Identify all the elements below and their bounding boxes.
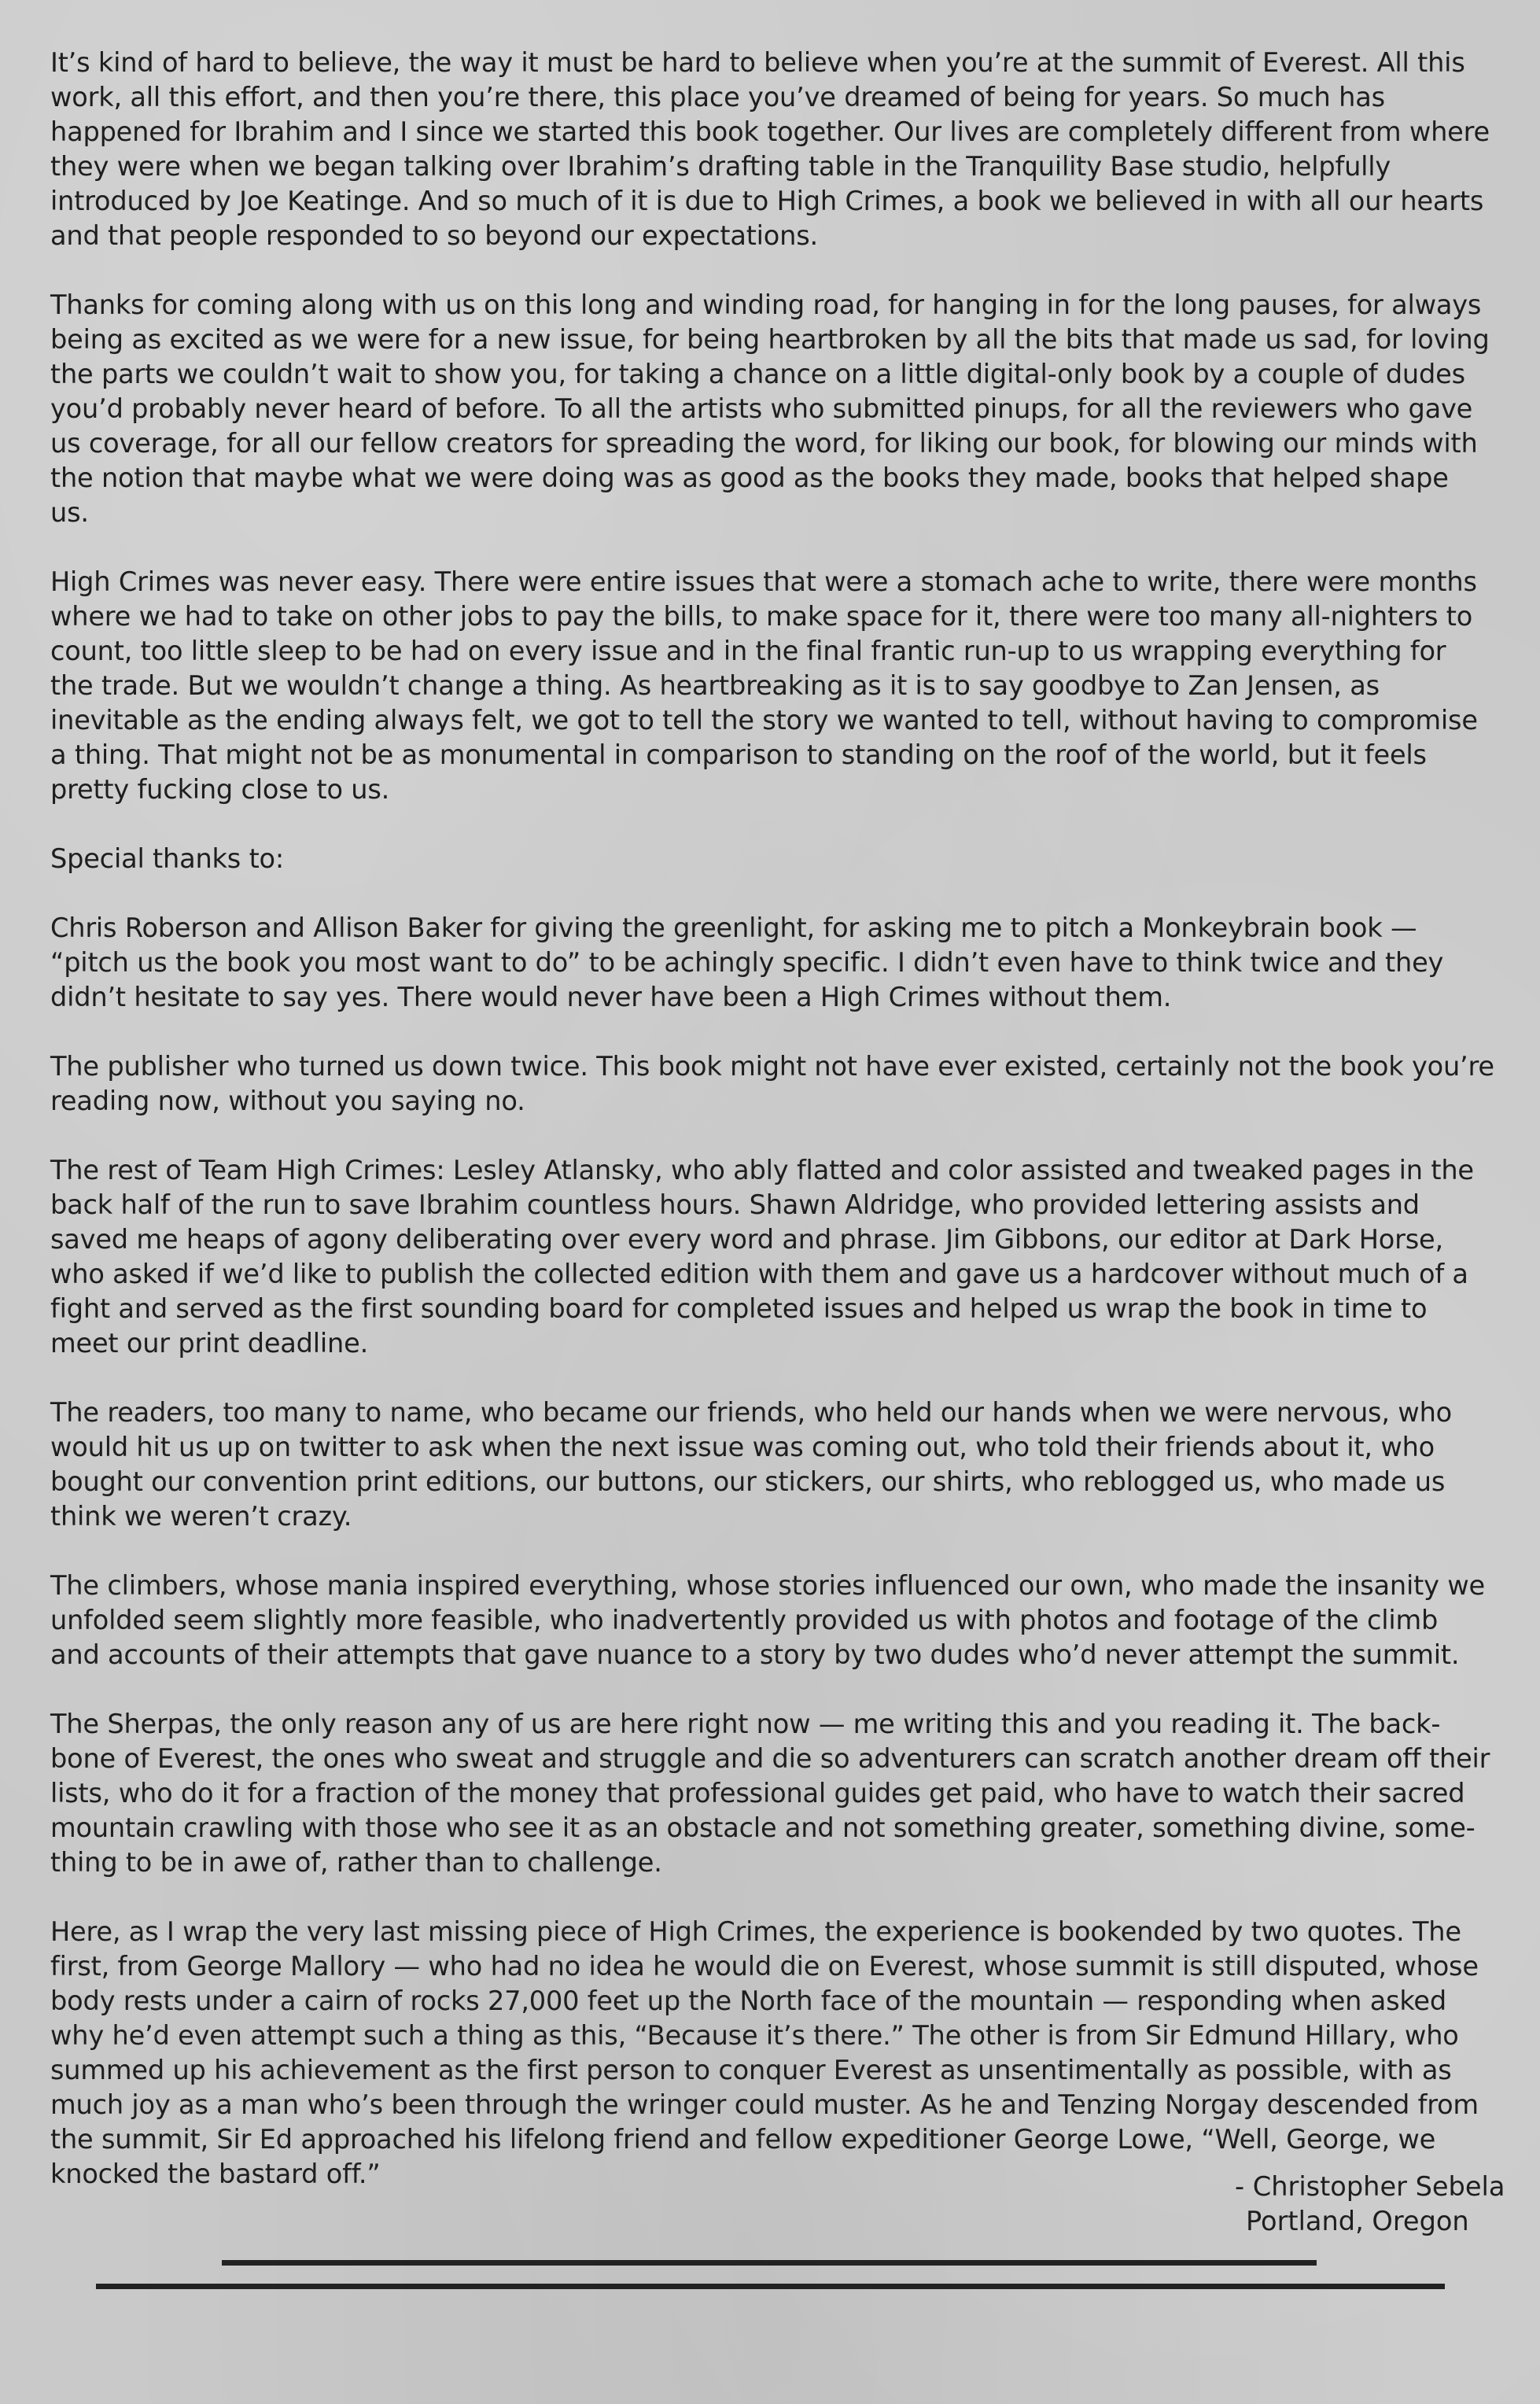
paragraph-special-thanks-heading: Special thanks to: (50, 843, 284, 874)
paragraph-quotes: Here, as I wrap the very last missing piece of High Crimes, the experience is bookended by two quotes. The first, from George Mallory — who had no idea he would die on Everest, whose summit is still disputed, whose body rests under a cairn of rocks 27,000 feet up the North face of the mountain — responding when asked why he’d even attempt such a thing as this, “Because it’s there.” The other is from Sir Edmund Hillary, who summed up his achievement as the first person to conquer Everest as unsentimentally as possible, with as much joy as a man who’s been through the wringer could muster. As he and Tenzing Norgay descended from the summit, Sir Ed approached his lifelong friend and fellow expeditioner George Lowe, “Well, George, we knocked the bastard off.” (50, 1916, 1479, 2189)
paragraph-never-easy: High Crimes was never easy. There were entire issues that were a stomach ache to write, there were months where we had to take on other jobs to pay the bills, to make space for it, there were too many all-nighters to count, too little sleep to be had on every issue and in the final frantic run-up to us wrapping everything for the trade. But we wouldn’t change a thing. As heartbreaking as it is to say goodbye to Zan Jensen, as inevitable as the ending always felt, we got to tell the story we wanted to tell, without having to compromise a thing. That might not be as monumental in comparison to standing on the roof of the world, but it feels pretty fucking close to us. (50, 566, 1478, 805)
paragraph-summit-intro: It’s kind of hard to believe, the way it must be hard to believe when you’re at the summit of Everest. All this work, all this effort, and then you’re there, this place you’ve dreamed of being for years. So much has happened for Ibrahim and I since we started this book together. Our lives are completely different from where they were when we began talking over Ibrahim’s drafting table in the Tranquility Base studio, helpfully introduced by Joe Keatinge. And so much of it is due to High Crimes, a book we believed in with all our hearts and that people responded to so beyond our expectations. (50, 47, 1490, 251)
decorative-rule-top (222, 2260, 1317, 2266)
paragraph-team: The rest of Team High Crimes: Lesley Atlansky, who ably flatted and color assisted and tweaked pages in the back half of the run to save Ibrahim countless hours. Shawn Aldridge, who provided lettering assists and saved me heaps of agony deliberating over every word and phrase. Jim Gibbons, our editor at Dark Horse, who asked if we’d like to publish the collected edition with them and gave us a hardcover without much of a fight and served as the first sounding board for completed issues and helped us wrap the book in time to meet our print deadline. (50, 1155, 1474, 1359)
paragraph-roberson-baker: Chris Roberson and Allison Baker for giving the greenlight, for asking me to pitch a Monkeybrain book — “pitch us the book you most want to do” to be achingly specific. I didn’t even have to think twice and they didn’t hesitate to say yes. There would never have been a High Crimes without them. (50, 913, 1444, 1012)
signature-block (1235, 2170, 1505, 2239)
decorative-rule-bottom (96, 2284, 1445, 2289)
paragraph-readers: The readers, too many to name, who became our friends, who held our hands when we were nervous, who would hit us up on twitter to ask when the next issue was coming out, who told their friends about it, who bought our convention print editions, our buttons, our stickers, our shirts, who reblogged us, who made us think we weren’t crazy. (50, 1397, 1452, 1532)
paragraph-sherpas: The Sherpas, the only reason any of us are here right now — me writing this and you reading it. The back-bone of Everest, the ones who sweat and struggle and die so adventurers can scratch another dream off their lists, who do it for a fraction of the money that professional guides get paid, who have to watch their sacred mountain crawling with those who see it as an obstacle and not something greater, something divine, some-thing to be in awe of, rather than to challenge. (50, 1709, 1490, 1878)
signature-location: Portland, Oregon (1246, 2206, 1469, 2236)
signature-name: - Christopher Sebela (1235, 2171, 1505, 2202)
paragraph-publisher: The publisher who turned us down twice. This book might not have ever existed, certainly not the book you’re reading now, without you saying no. (50, 1051, 1494, 1116)
letter-body (50, 46, 1494, 2192)
paragraph-climbers: The climbers, whose mania inspired everything, whose stories influenced our own, who made the insanity we unfolded seem slightly more feasible, who inadvertently provided us with photos and footage of the climb and accounts of their attempts that gave nuance to a story by two dudes who’d never attempt the summit. (50, 1570, 1485, 1670)
paragraph-thanks-readers: Thanks for coming along with us on this long and winding road, for hanging in for the long pauses, for always being as excited as we were for a new issue, for being heartbroken by all the bits that made us sad, for loving the parts we couldn’t wait to show you, for taking a chance on a little digital-only book by a couple of dudes you’d probably never heard of before. To all the artists who submitted pinups, for all the reviewers who gave us coverage, for all our fellow creators for spreading the word, for liking our book, for blowing our minds with the notion that maybe what we were doing was as good as the books they made, books that helped shape us. (50, 289, 1490, 528)
